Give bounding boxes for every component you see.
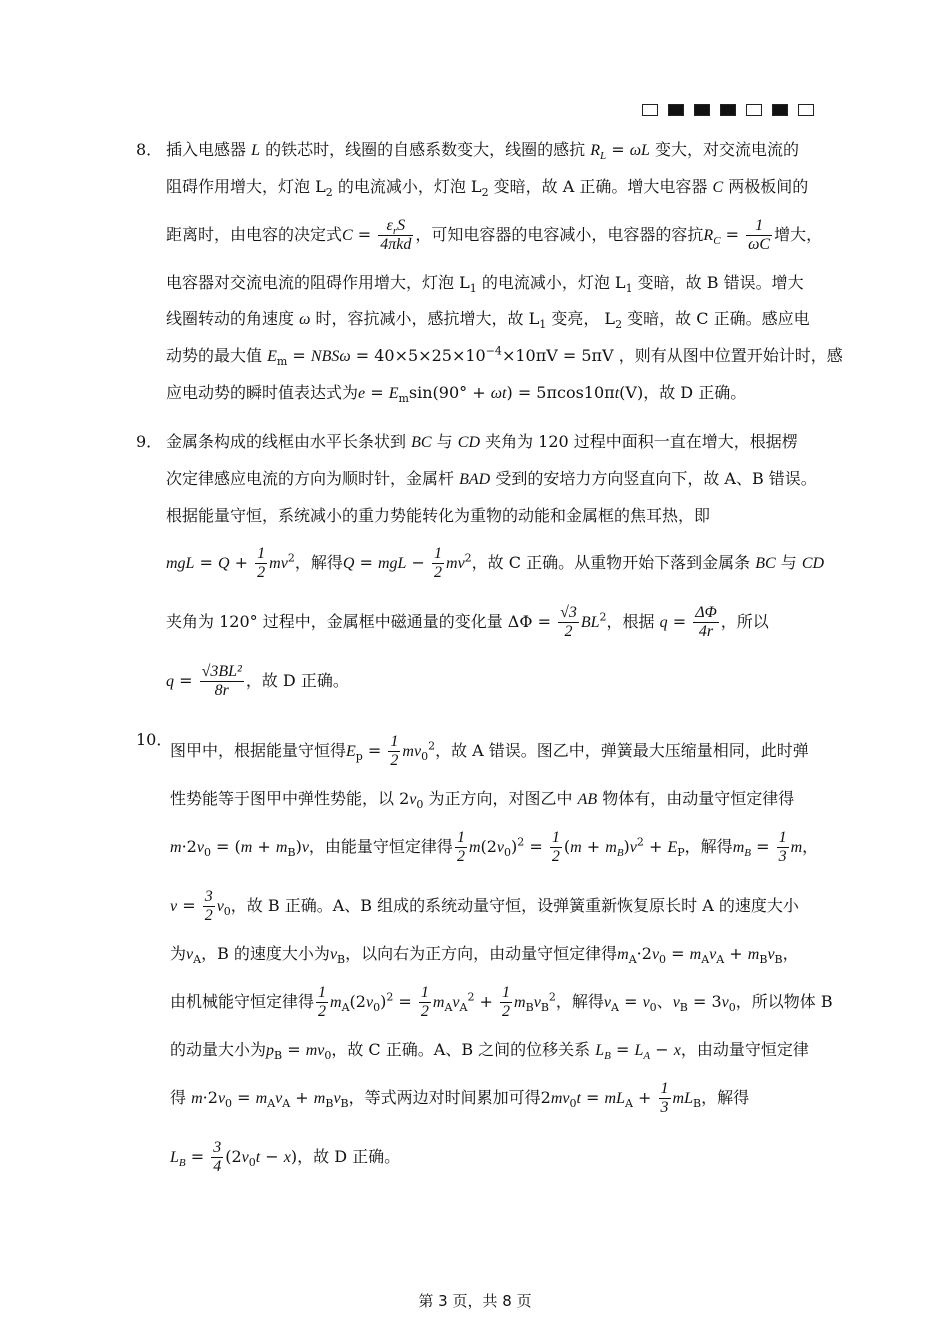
question-body: 插入电感器 L 的铁芯时，线圈的自感系数变大，线圈的感抗 $R_L = \omega L$ 变大，对交流电流的 阻碍作用增大，灯泡 $L_2$ 的电流减小，灯泡 $L_2$ 变暗，故 A 正确。增大电容器 C 两极板间的 距离时，由电容的决定式C = $\frac{\varepsilon_rS}{\text{4πkd}}$ ，可知电容器的电容减小，电容器的容抗$R_C$ = $\frac{1}{\omega C}$ 增大， 电容器对交流电流的阻碍作用增大，灯泡 $L_1$ 的电流减小，灯泡 $L_1$ 变暗，故 B 错误。增大 线圈转动的角速度 ω 时，容抗减小，感抗增大，故 $L_1$ 变亮， $L_2$ 变暗，故 C 正确。感应电 动势的最大值 $E_m = NBS\omega = 40\times 5\times 25\times 10^{-4}\times 10\pi V = 5\pi V$ ，则有从图中位置开始计时，感 应电动势的瞬时值表达式为$e = E_m\sin(90^\circ + \omega t) = 5\pi\cos 10\pi t(V)$，故 D 正确。 <box>166 140 843 406</box>
mark-box <box>746 104 762 116</box>
mark-box <box>668 104 684 116</box>
question-9 <box>136 424 825 711</box>
question-number: 9． <box>136 432 163 451</box>
question-body: 图甲中，根据能量守恒得$E_p$ = $\frac{1}{2}$ $mv_0^2$，故 A 错误。图乙中，弹簧最大压缩量相同，此时弹 性势能等于图甲中弹性势能，以 $2v_0$ 为正方向，对图乙中 AB 物体有，由动量守恒定律得 $m\cdot 2v_0 = (m + m_B)v$，由能量守恒定律得 $\frac{1}{2}$ $m(2v_0)^2$ = $\frac{1}{2}$ $(m + m_B)v^2 + E_P$，解得$m_B$ = $\frac{1}{3}$ m， v = $\frac{3}{2}$ $v_0$，故 B 正确。A、B 组成的系统动量守恒，设弹簧重新恢复原长时 A 的速度大小 为$v_A$，B 的速度大小为$v_B$，以向右为正方向，由动量守恒定律得$m_A\cdot 2v_0 = m_Av_A + m_Bv_B$， 由机械能守恒定律得 $\frac{1}{2}$ $m_A(2v_0)^2$ = $\frac{1}{2}$ $m_Av_A^2$ + $\frac{1}{2}$ $m_Bv_B^2$，解得$v_A = v_0$、$v_B = 3v_0$，所以物体 B 的动量大小为$p_B = mv_0$，故 C 正确。A、B 之间的位移关系 $L_B = L_A - x$，由动量守恒定律 得 $m\cdot 2v_0 = m_Av_A + m_Bv_B$，等式两边对时间累加可得$2mv_0t = mL_A$ + $\frac{1}{3}$ $mL_B$，解得 $L_B$ = $\frac{3}{4}$ $(2v_0t - x)$，故 D 正确。 <box>170 733 833 1175</box>
question-number: 8． <box>136 140 163 159</box>
question-8 <box>136 132 843 412</box>
header-marks <box>642 104 814 116</box>
mark-box <box>720 104 736 116</box>
question-number: 10． <box>136 730 173 749</box>
question-10 <box>136 722 833 1187</box>
mark-box <box>772 104 788 116</box>
question-body: 金属条构成的线框由水平长条状到 BC 与 CD 夹角为 120 过程中面积一直在增大，根据楞 次定律感应电流的方向为顺时针，金属杆 BAD 受到的安培力方向竖直向下，故 A、B 错误。 根据能量守恒，系统减小的重力势能转化为重物的动能和金属框的焦耳热，即 mgL = Q + $\frac{1}{2}$ $mv^2$，解得Q = mgL − $\frac{1}{2}$ $mv^2$，故 C 正确。从重物开始下落到金属条 BC 与 CD 夹角为 120° 过程中，金属框中磁通量的变化量 ΔΦ = $\frac{√3}{2}$ $BL^2$，根据 q = $\frac{\Delta\Phi}{4r}$ ，所以 q = $\frac{\text{√3BL²}}{8r}$ ，故 D 正确。 <box>166 432 825 699</box>
mark-box <box>642 104 658 116</box>
mark-box <box>694 104 710 116</box>
page-footer: 第 3 页，共 8 页 <box>418 1292 532 1310</box>
mark-box <box>798 104 814 116</box>
